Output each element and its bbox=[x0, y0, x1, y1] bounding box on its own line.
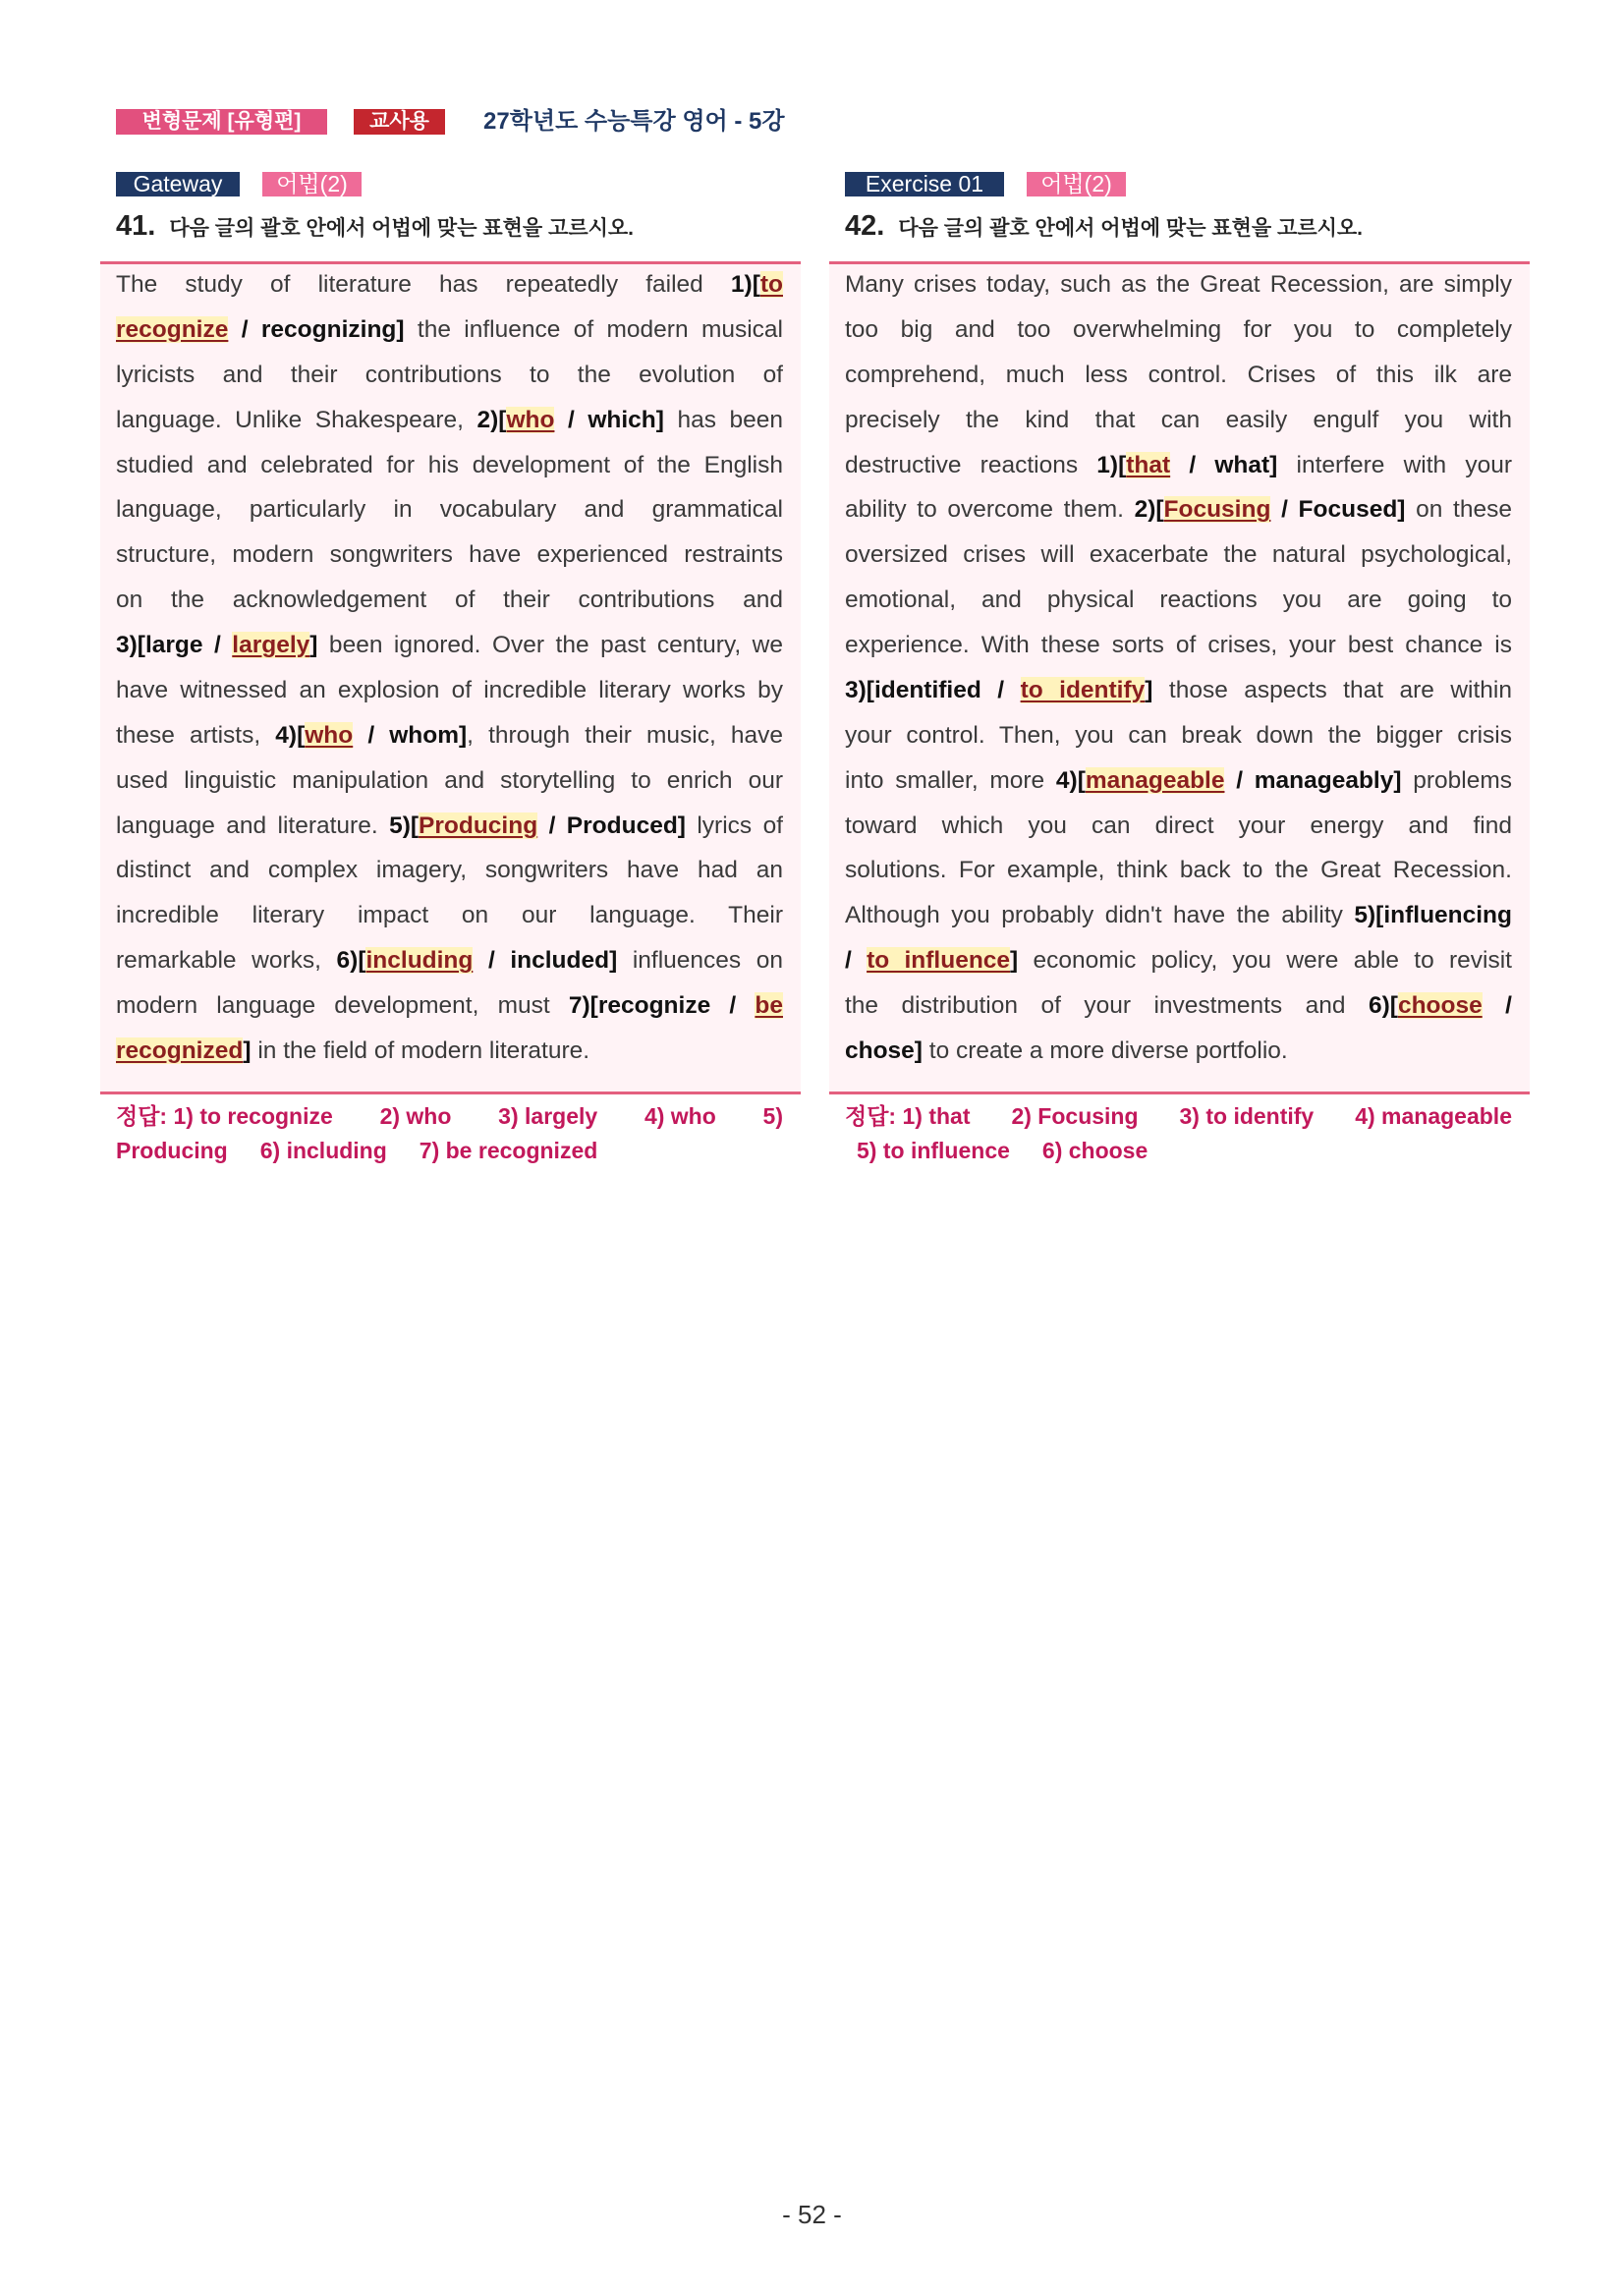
answer-line bbox=[845, 1099, 1512, 1134]
choice-bracket: 6)[ bbox=[1368, 992, 1398, 1019]
passage-text: into smaller, more bbox=[845, 766, 1056, 794]
passage-text: influences on bbox=[617, 947, 783, 975]
question-number: 41. bbox=[116, 210, 156, 242]
passage-text: modern language development, must bbox=[116, 992, 569, 1019]
correct-answer: including bbox=[365, 947, 474, 975]
choice-bracket: 1)[ bbox=[730, 271, 760, 298]
choice-bracket: ] bbox=[1010, 947, 1019, 975]
passage-text: destructive reactions bbox=[845, 451, 1097, 478]
passage-text: distinct and complex imagery, songwriters have had an bbox=[116, 857, 783, 884]
correct-answer: be bbox=[755, 992, 783, 1019]
passage-text: lyricists and their contributions to the evolution of bbox=[116, 361, 783, 388]
passage-text: been ignored. Over the past century, we bbox=[317, 632, 783, 658]
category-badge: 어법(2) bbox=[262, 172, 362, 196]
correct-answer: to identify bbox=[1020, 676, 1146, 703]
passage-text: lyrics of bbox=[685, 812, 783, 839]
choice-bracket: 3)[identified / bbox=[845, 676, 1021, 703]
passage-text: incredible literary impact on our language. Their bbox=[116, 902, 783, 929]
passage-text: to create a more diverse portfolio. bbox=[922, 1036, 1288, 1064]
passage-text: ability to overcome them. bbox=[845, 496, 1135, 524]
choice-bracket: / bbox=[845, 947, 868, 975]
choice-bracket: / bbox=[1482, 992, 1512, 1019]
answer-line bbox=[116, 1099, 783, 1134]
document-title: 27학년도 수능특강 영어 - 5강 bbox=[483, 108, 785, 135]
passage-text: problems bbox=[1401, 766, 1512, 794]
choice-bracket: ] bbox=[309, 632, 318, 658]
passage-line bbox=[845, 262, 1512, 308]
passage-line bbox=[845, 578, 1512, 623]
passage-text: Many crises today, such as the Great Recession, are simply bbox=[845, 271, 1512, 298]
choice-bracket: / Produced] bbox=[537, 812, 686, 839]
passage-text: language and literature. bbox=[116, 812, 390, 839]
choice-bracket: / Focused] bbox=[1270, 496, 1406, 524]
answer-line bbox=[845, 1134, 1512, 1168]
choice-bracket: 5)[ bbox=[389, 812, 420, 839]
passage-line bbox=[845, 353, 1512, 398]
answer-item: 3) to identify bbox=[1179, 1103, 1315, 1129]
correct-answer: who bbox=[506, 406, 555, 433]
correct-answer: that bbox=[1126, 451, 1171, 478]
passage-line bbox=[116, 668, 783, 713]
answer-item: 2) Focusing bbox=[1011, 1103, 1139, 1129]
worksheet-type-badge: 변형문제 [유형편] bbox=[116, 109, 327, 135]
choice-bracket: / which] bbox=[554, 406, 664, 433]
passage-line bbox=[116, 1029, 783, 1074]
choice-bracket: 4)[ bbox=[1055, 766, 1086, 794]
passage-text: on the acknowledgement of their contributions and bbox=[116, 587, 783, 614]
passage-line bbox=[845, 804, 1512, 849]
choice-bracket: 4)[ bbox=[275, 721, 306, 749]
answer-item: 4) manageable bbox=[1355, 1103, 1512, 1129]
question-prompt bbox=[116, 208, 794, 244]
answer-item: 7) be recognized bbox=[419, 1137, 598, 1163]
choice-bracket: 1)[ bbox=[1096, 451, 1127, 478]
passage-line bbox=[845, 893, 1512, 938]
passage-text: Although you probably didn't have the ability bbox=[845, 902, 1355, 929]
answer-item: 5) bbox=[762, 1103, 783, 1129]
passage-line bbox=[845, 713, 1512, 758]
passage-line bbox=[845, 938, 1512, 983]
passage-line bbox=[116, 353, 783, 398]
passage-line bbox=[116, 308, 783, 353]
answer-line bbox=[116, 1134, 783, 1168]
passage-line bbox=[116, 848, 783, 893]
choice-bracket: ] bbox=[243, 1036, 252, 1064]
answer-key bbox=[116, 1099, 783, 1167]
choice-bracket: / what] bbox=[1170, 451, 1278, 478]
question-instruction: 다음 글의 괄호 안에서 어법에 맞는 표현을 고르시오. bbox=[898, 217, 1364, 240]
question-column-right bbox=[829, 0, 1530, 1208]
passage-line bbox=[845, 758, 1512, 804]
passage-text: your control. Then, you can break down the bigger crisis bbox=[845, 721, 1512, 749]
passage-line bbox=[845, 308, 1512, 353]
passage-line bbox=[845, 532, 1512, 578]
answer-item: 6) choose bbox=[1041, 1137, 1148, 1163]
choice-bracket: 2)[ bbox=[1134, 496, 1164, 524]
answer-item: 6) including bbox=[259, 1137, 387, 1163]
question-tags bbox=[116, 172, 362, 196]
passage-text: the influence of modern musical bbox=[404, 315, 783, 343]
answer-item: 4) who bbox=[644, 1103, 716, 1129]
passage-text: The study of literature has repeatedly failed bbox=[116, 271, 731, 298]
passage-text: solutions. For example, think back to the Great Recession. bbox=[845, 857, 1512, 884]
passage-text: precisely the kind that can easily engulf you with bbox=[845, 406, 1512, 433]
passage-line bbox=[845, 487, 1512, 532]
passage-line bbox=[116, 578, 783, 623]
passage-line bbox=[116, 758, 783, 804]
passage-line bbox=[116, 893, 783, 938]
passage-text: used linguistic manipulation and storytelling to enrich our bbox=[116, 766, 783, 794]
choice-bracket: chose] bbox=[845, 1036, 923, 1064]
choice-bracket: / manageably] bbox=[1224, 766, 1402, 794]
passage-text: language. Unlike Shakespeare, bbox=[116, 406, 477, 433]
passage-text: have witnessed an explosion of incredible literary works by bbox=[116, 676, 783, 703]
choice-bracket: 7)[recognize / bbox=[568, 992, 756, 1019]
passage-text: structure, modern songwriters have experienced restraints bbox=[116, 541, 783, 569]
passage-text: too big and too overwhelming for you to completely bbox=[845, 315, 1512, 343]
answer-item: 5) to influence bbox=[857, 1137, 1010, 1163]
passage-line bbox=[116, 532, 783, 578]
answer-item: 2) who bbox=[379, 1103, 452, 1129]
passage-text: on these bbox=[1405, 496, 1512, 524]
passage-text: language, particularly in vocabulary and grammatical bbox=[116, 496, 783, 524]
passage-text: these artists, bbox=[116, 721, 276, 749]
passage-line bbox=[116, 487, 783, 532]
passage-text: the distribution of your investments and bbox=[845, 992, 1369, 1019]
passage-line bbox=[116, 983, 783, 1029]
answer-item: Producing bbox=[116, 1137, 228, 1163]
passage bbox=[116, 262, 783, 1074]
passage-line bbox=[116, 398, 783, 443]
choice-bracket: / recognizing] bbox=[228, 315, 405, 343]
category-badge: 어법(2) bbox=[1027, 172, 1126, 196]
choice-bracket: / included] bbox=[473, 947, 618, 975]
passage-line bbox=[845, 983, 1512, 1029]
passage-line bbox=[116, 804, 783, 849]
answer-key bbox=[845, 1099, 1512, 1167]
page-number: - 52 - bbox=[782, 2200, 842, 2229]
question-prompt bbox=[845, 208, 1523, 244]
choice-bracket: ] bbox=[1145, 676, 1153, 703]
correct-answer: to bbox=[759, 271, 783, 298]
correct-answer: who bbox=[305, 721, 354, 749]
correct-answer: to influence bbox=[867, 947, 1011, 975]
teacher-edition-badge: 교사용 bbox=[354, 109, 445, 135]
passage-text: studied and celebrated for his development of the English bbox=[116, 451, 783, 478]
passage-text: comprehend, much less control. Crises of this ilk are bbox=[845, 361, 1512, 388]
passage-text: remarkable works, bbox=[116, 947, 337, 975]
passage-line bbox=[845, 1029, 1512, 1074]
passage-text: in the field of modern literature. bbox=[251, 1036, 590, 1064]
passage-line bbox=[116, 443, 783, 488]
answer-item: 정답: 1) to recognize bbox=[116, 1103, 333, 1129]
choice-bracket: 5)[influencing bbox=[1354, 902, 1512, 929]
passage-line bbox=[845, 398, 1512, 443]
passage-text: experience. With these sorts of crises, your best chance is bbox=[845, 632, 1512, 658]
question-tags bbox=[845, 172, 1126, 196]
choice-bracket: 3)[large / bbox=[116, 632, 233, 658]
passage-text: oversized crises will exacerbate the natural psychological, bbox=[845, 541, 1512, 569]
answer-item: 정답: 1) that bbox=[845, 1103, 971, 1129]
passage-text: economic policy, you were able to revisit bbox=[1018, 947, 1512, 975]
passage-text: interfere with your bbox=[1277, 451, 1512, 478]
passage-line bbox=[116, 938, 783, 983]
passage-line bbox=[116, 713, 783, 758]
answer-item: 3) largely bbox=[498, 1103, 598, 1129]
passage-line bbox=[845, 848, 1512, 893]
question-instruction: 다음 글의 괄호 안에서 어법에 맞는 표현을 고르시오. bbox=[169, 217, 635, 240]
passage-text: toward which you can direct your energy and find bbox=[845, 812, 1512, 839]
passage-line bbox=[845, 668, 1512, 713]
passage-text: emotional, and physical reactions you are going to bbox=[845, 587, 1512, 614]
choice-bracket: / whom] bbox=[353, 721, 468, 749]
passage-line bbox=[116, 262, 783, 308]
passage-text: , through their music, have bbox=[467, 721, 783, 749]
choice-bracket: 6)[ bbox=[336, 947, 366, 975]
correct-answer: Focusing bbox=[1163, 496, 1271, 524]
passage-text: those aspects that are within bbox=[1152, 676, 1512, 703]
correct-answer: choose bbox=[1397, 992, 1483, 1019]
correct-answer: Producing bbox=[419, 812, 538, 839]
passage-line bbox=[845, 623, 1512, 668]
correct-answer: recognize bbox=[116, 315, 229, 343]
passage-line bbox=[845, 443, 1512, 488]
passage-line bbox=[116, 623, 783, 668]
question-number: 42. bbox=[845, 210, 885, 242]
section-tag: Gateway bbox=[116, 172, 240, 196]
correct-answer: recognized bbox=[116, 1036, 244, 1064]
correct-answer: largely bbox=[232, 632, 310, 658]
passage bbox=[845, 262, 1512, 1074]
section-tag: Exercise 01 bbox=[845, 172, 1004, 196]
question-column-left bbox=[100, 0, 801, 1208]
choice-bracket: 2)[ bbox=[476, 406, 507, 433]
correct-answer: manageable bbox=[1085, 766, 1225, 794]
passage-text: has been bbox=[663, 406, 783, 433]
